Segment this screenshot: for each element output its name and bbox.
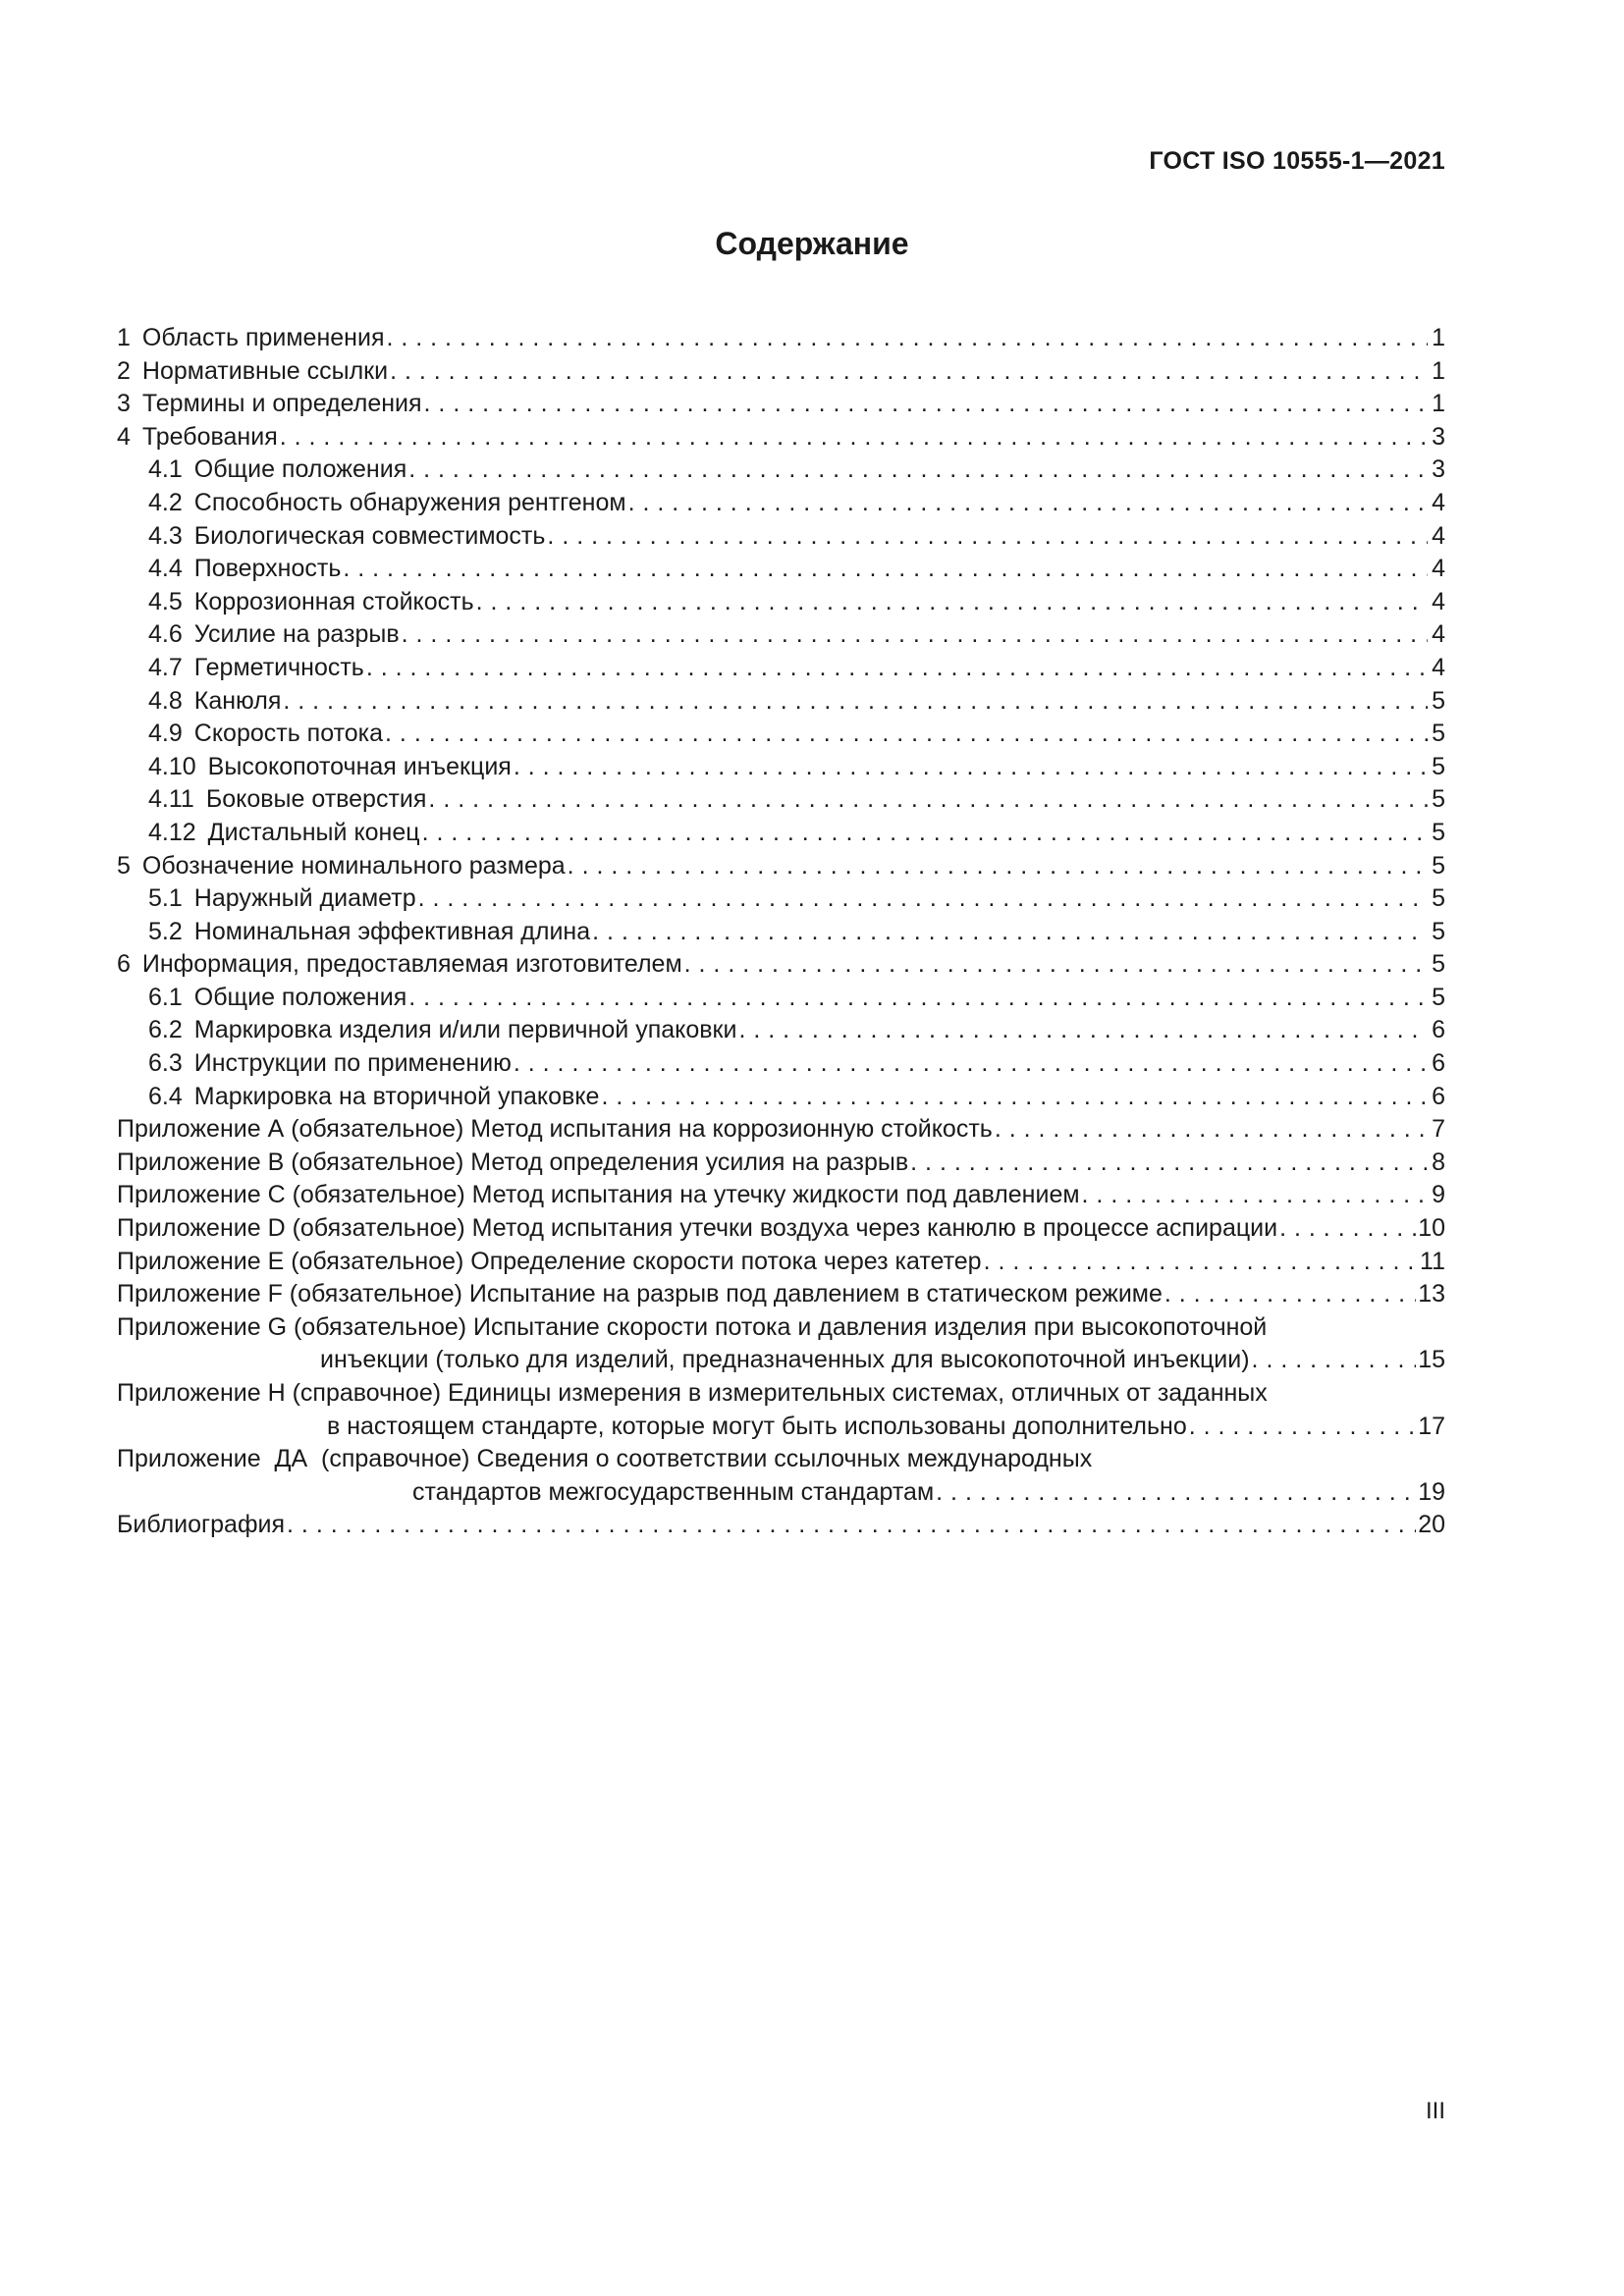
toc-subentry: 4.7 Герметичность . . . 4 xyxy=(117,652,1445,685)
toc-annex-first-line: Приложение Н (справочное) Единицы измерения в измерительных системах, отличных от заданных xyxy=(117,1379,1268,1407)
toc-subentry: 4.2 Способность обнаружения рентгеном . . . 4 xyxy=(117,487,1445,520)
toc-annex: Приложение D (обязательное) Метод испытания утечки воздуха через канюлю в процессе аспирации . . . 10 xyxy=(117,1212,1445,1246)
toc-subentry: 4.8 Канюля . . . 5 xyxy=(117,685,1445,719)
page-title: Содержание xyxy=(715,226,909,261)
toc-subentry: 4.1 Общие положения . . . 3 xyxy=(117,454,1445,487)
standard-designation: ГОСТ ISO 10555-1—2021 xyxy=(1149,147,1445,175)
toc-entry: 1 Область применения . . . 1 xyxy=(117,322,1445,355)
toc-subentry: 5.2 Номинальная эффективная длина . . . 5 xyxy=(117,916,1445,949)
toc-subentry: 6.1 Общие положения . . . 5 xyxy=(117,982,1445,1015)
toc-annex-continuation: инъекции (только для изделий, предназначенных для высокопоточной инъекции) . . . 15 xyxy=(117,1344,1445,1377)
page-number: III xyxy=(1425,2098,1445,2124)
toc-entry: 3 Термины и определения . . . 1 xyxy=(117,388,1445,421)
toc-subentry: 6.3 Инструкции по применению . . . 6 xyxy=(117,1047,1445,1081)
toc-subentry: 4.9 Скорость потока . . . 5 xyxy=(117,718,1445,751)
toc-entry: 2 Нормативные ссылки . . . 1 xyxy=(117,355,1445,389)
toc-bibliography: Библиография . . . 20 xyxy=(117,1509,1445,1542)
toc-subentry: 4.6 Усилие на разрыв . . . 4 xyxy=(117,618,1445,652)
toc-annex: Приложение Е (обязательное) Определение скорости потока через катетер . . . 11 xyxy=(117,1246,1445,1279)
toc-subentry: 6.2 Маркировка изделия и/или первичной упаковки . . . 6 xyxy=(117,1014,1445,1047)
toc-subentry: 4.3 Биологическая совместимость . . . 4 xyxy=(117,520,1445,554)
toc-annex-continuation: в настоящем стандарте, которые могут быть использованы дополнительно . . . 17 xyxy=(117,1411,1445,1444)
toc-annex: Приложение F (обязательное) Испытание на разрыв под давлением в статическом режиме . . . 13 xyxy=(117,1278,1445,1311)
toc-entry: 5 Обозначение номинального размера . . . 5 xyxy=(117,850,1445,883)
toc-subentry: 4.11 Боковые отверстия . . . 5 xyxy=(117,783,1445,817)
toc-subentry: 5.1 Наружный диаметр . . . 5 xyxy=(117,882,1445,916)
toc-entry: 6 Информация, предоставляемая изготовителем . . . 5 xyxy=(117,948,1445,982)
toc-annex: Приложение В (обязательное) Метод определения усилия на разрыв . . . 8 xyxy=(117,1147,1445,1180)
toc-subentry: 4.4 Поверхность . . . 4 xyxy=(117,553,1445,586)
toc-annex-first-line: Приложение ДА (справочное) Сведения о соответствии ссылочных международных xyxy=(117,1445,1093,1473)
toc-subentry: 6.4 Маркировка на вторичной упаковке . . . 6 xyxy=(117,1081,1445,1114)
toc-annex-first-line: Приложение G (обязательное) Испытание скорости потока и давления изделия при высокопоточной xyxy=(117,1312,1268,1341)
toc-annex: Приложение С (обязательное) Метод испытания на утечку жидкости под давлением . . . 9 xyxy=(117,1179,1445,1212)
toc-annex: Приложение А (обязательное) Метод испытания на коррозионную стойкость . . . 7 xyxy=(117,1113,1445,1147)
toc-subentry: 4.10 Высокопоточная инъекция . . . 5 xyxy=(117,751,1445,784)
toc-annex-continuation: стандартов межгосударственным стандартам . . . 19 xyxy=(117,1476,1445,1510)
toc-subentry: 4.12 Дистальный конец . . . 5 xyxy=(117,817,1445,850)
table-of-contents xyxy=(117,322,1445,1542)
toc-entry: 4 Требования . . . 3 xyxy=(117,421,1445,454)
toc-subentry: 4.5 Коррозионная стойкость . . . 4 xyxy=(117,586,1445,619)
